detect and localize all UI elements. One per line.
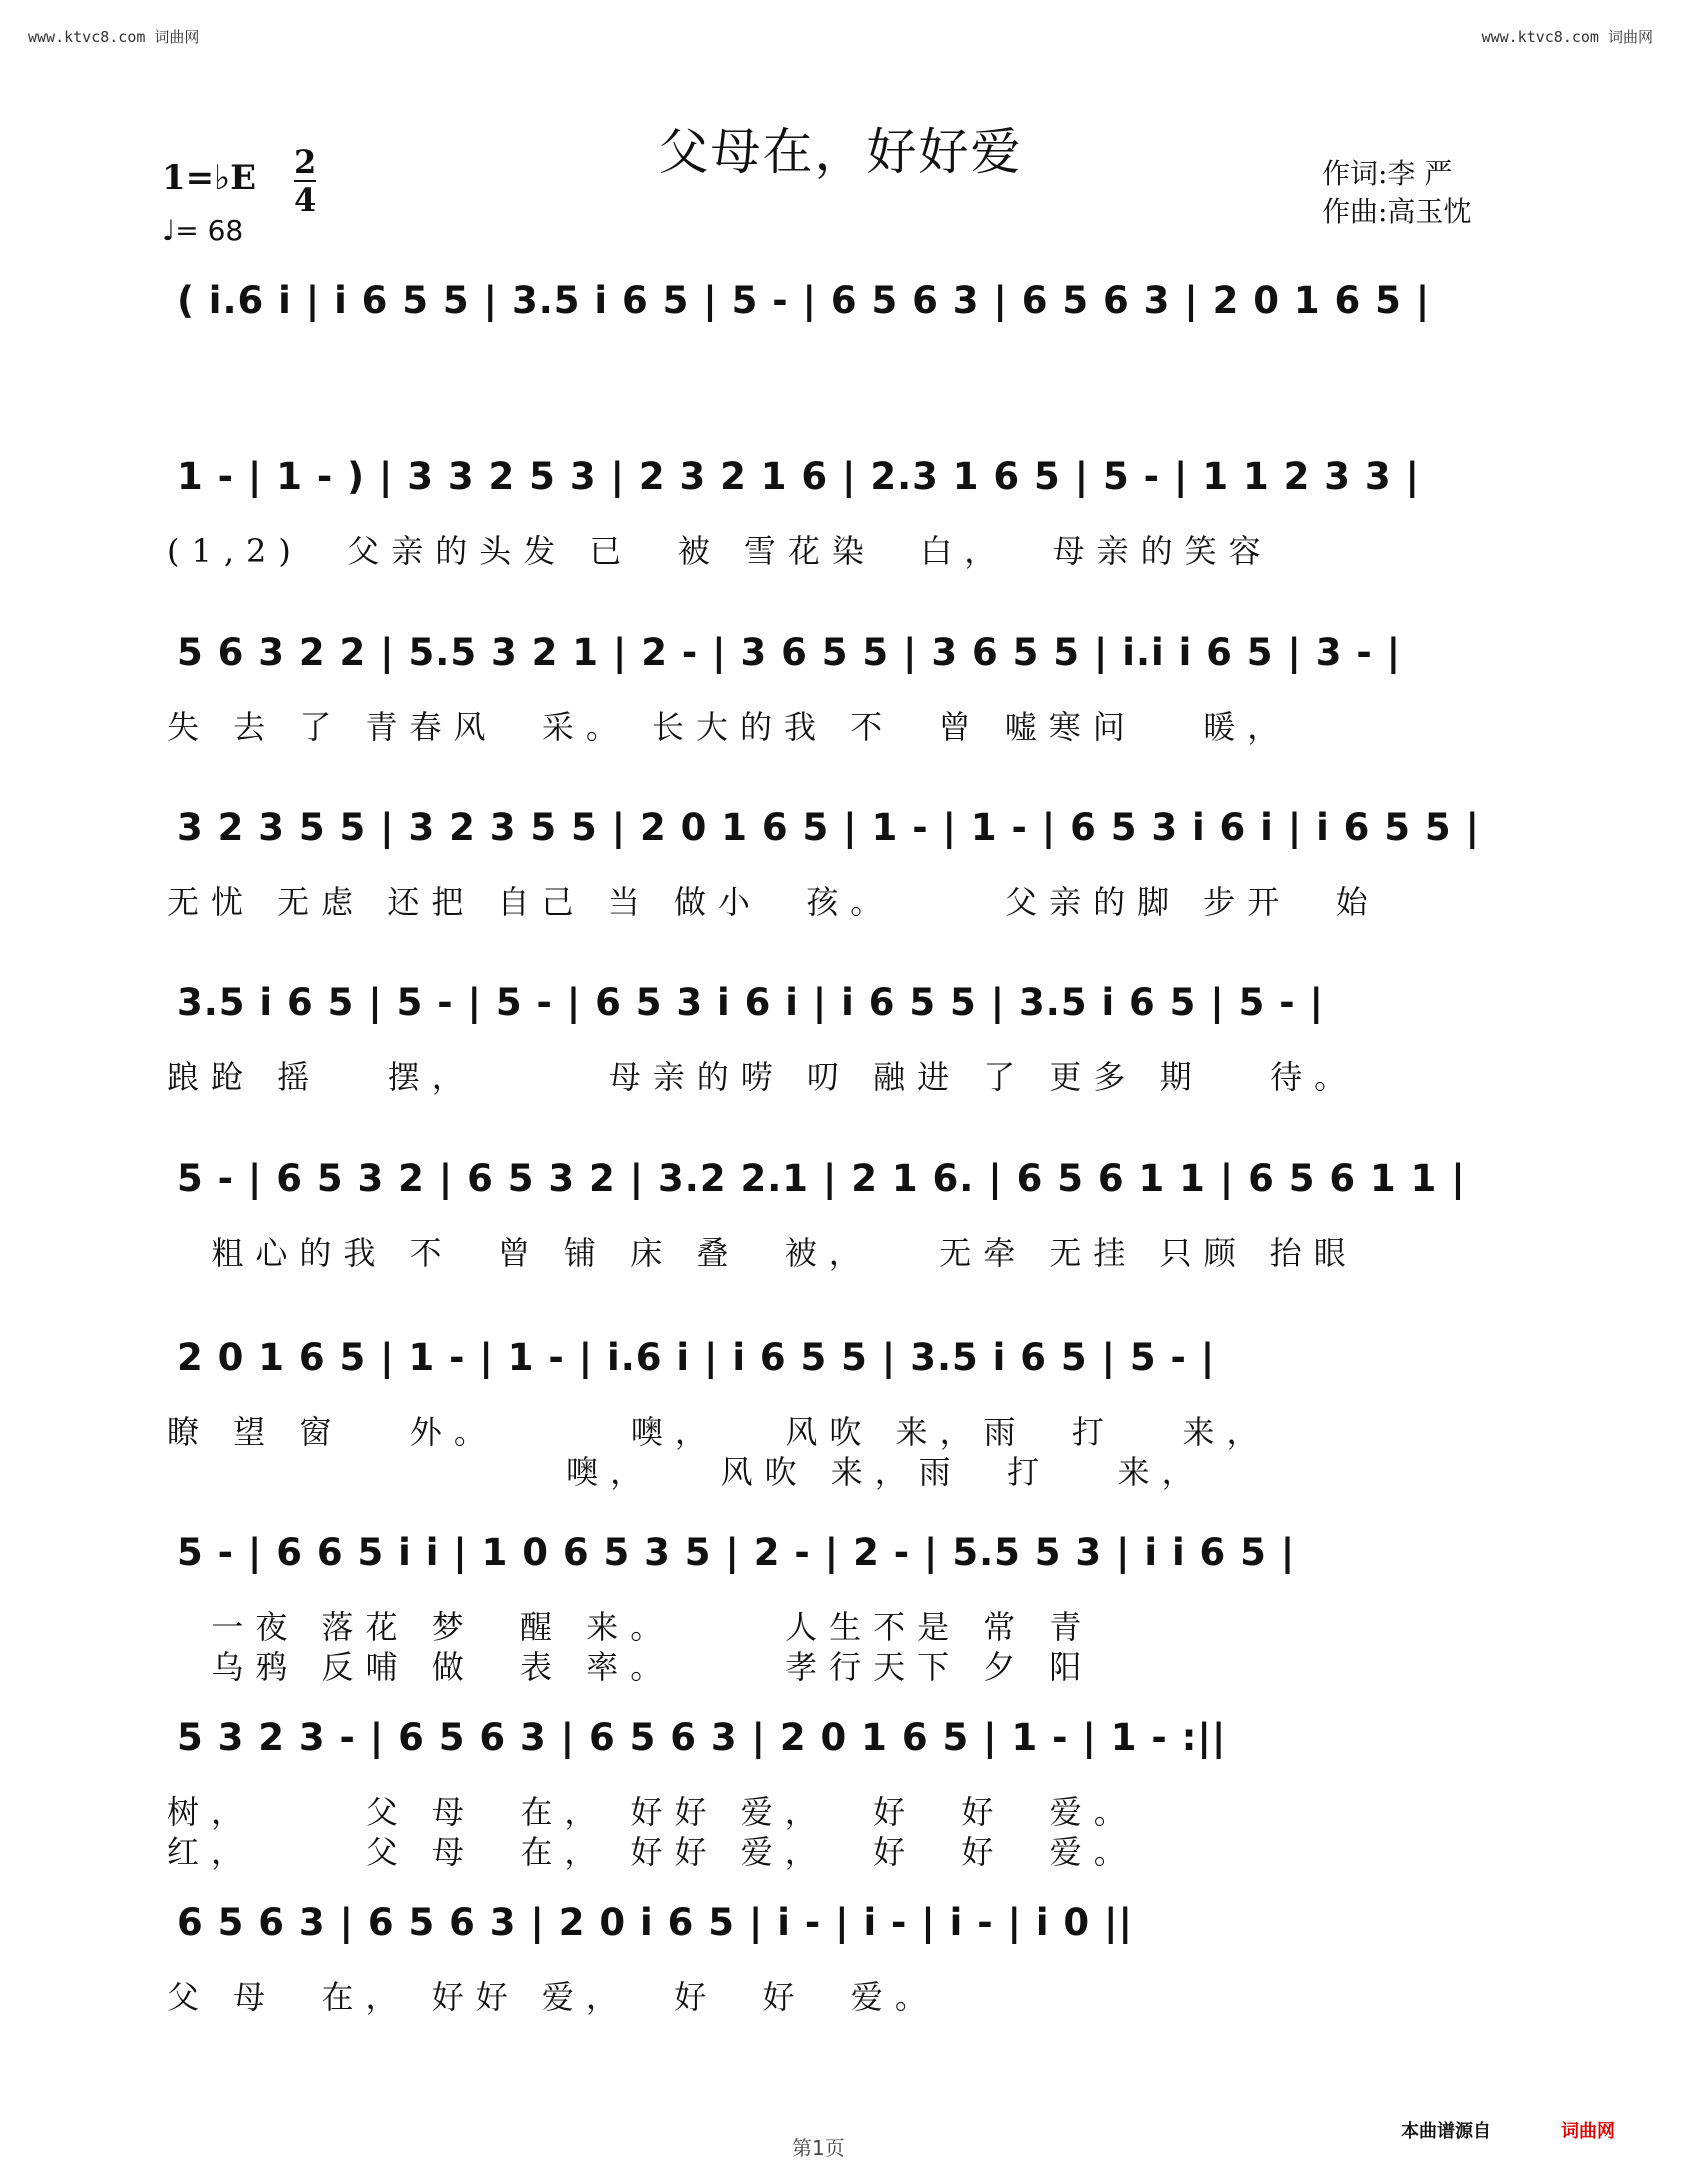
site-watermark-left: www.ktvc8.com 词曲网 bbox=[28, 28, 200, 46]
tempo-mark: ♩= 68 bbox=[162, 214, 244, 247]
song-title: 父母在，好好爱 bbox=[658, 123, 1023, 181]
time-signature bbox=[294, 143, 317, 219]
staff-row bbox=[167, 444, 1517, 570]
lyric-line: 踉跄 摇 摆， 母亲的唠 叨 融进 了 更多 期 待。 bbox=[167, 1058, 1359, 1096]
staff-row bbox=[167, 1146, 1517, 1272]
notation-line: 6 5 6 3 | 6 5 6 3 | 2 0 i 6 5 | i - | i - | i - | i 0 || bbox=[177, 1901, 1134, 1944]
notation-line: 1 - | 1 - ) | 3 3 2 5 3 | 2 3 2 1 6 | 2.3 1 6 5 | 5 - | 1 1 2 3 3 | bbox=[177, 455, 1420, 498]
page-number: 第1页 bbox=[792, 2136, 845, 2160]
notation-line: 5 6 3 2 2 | 5.5 3 2 1 | 2 - | 3 6 5 5 | 3 6 5 5 | i.i i 6 5 | 3 - | bbox=[177, 631, 1402, 674]
time-signature-top: 2 bbox=[294, 143, 317, 181]
notation-line: 5 - | 6 5 3 2 | 6 5 3 2 | 3.2 2.1 | 2 1 6. | 6 5 6 1 1 | 6 5 6 1 1 | bbox=[177, 1157, 1466, 1200]
lyric-line: 父 母 在， 好好 爱， 好 好 爱。 bbox=[167, 1978, 939, 2016]
lyric-line: 一夜 落花 梦 醒 来。 人生不是 常 青 bbox=[167, 1608, 1094, 1646]
notation-line: 5 - | 6 6 5 i i | 1 0 6 5 3 5 | 2 - | 2 - | 5.5 5 3 | i i 6 5 | bbox=[177, 1531, 1296, 1574]
composer-credit: 作曲:高玉忱 bbox=[1322, 195, 1472, 228]
left-margin-strip bbox=[0, 0, 23, 2161]
lyric-line: 树， 父 母 在， 好好 爱， 好 好 爱。 bbox=[167, 1793, 1138, 1831]
lyric-line: 无忧 无虑 还把 自己 当 做小 孩。 父亲的脚 步开 始 bbox=[167, 883, 1380, 921]
staff-row bbox=[167, 970, 1517, 1096]
lyric-line: 噢， 风吹 来，雨 打 来， bbox=[167, 1453, 1206, 1491]
notation-line: 3 2 3 5 5 | 3 2 3 5 5 | 2 0 1 6 5 | 1 - | 1 - | 6 5 3 i 6 i | i 6 5 5 | bbox=[177, 806, 1481, 849]
time-signature-bottom: 4 bbox=[294, 181, 317, 219]
lyricist-credit: 作词:李 严 bbox=[1322, 157, 1453, 190]
notation-line: ( i.6 i | i 6 5 5 | 3.5 i 6 5 | 5 - | 6 5 6 3 | 6 5 6 3 | 2 0 1 6 5 | bbox=[177, 279, 1431, 322]
lyric-line: 瞭 望 窗 外。 噢， 风吹 来，雨 打 来， bbox=[167, 1413, 1271, 1451]
staff-row bbox=[167, 1520, 1517, 1686]
notation-line: 2 0 1 6 5 | 1 - | 1 - | i.6 i | i 6 5 5 | 3.5 i 6 5 | 5 - | bbox=[177, 1336, 1216, 1379]
right-margin-strip bbox=[1658, 0, 1681, 2161]
notation-line: 5 3 2 3 - | 6 5 6 3 | 6 5 6 3 | 2 0 1 6 5 | 1 - | 1 - :|| bbox=[177, 1716, 1227, 1759]
key-signature: 1=♭E bbox=[162, 158, 257, 198]
staff-row bbox=[167, 620, 1517, 746]
score-sheet bbox=[22, 0, 1659, 2161]
lyric-line: (1,2) 父亲的头发 已 被 雪花染 白， 母亲的笑容 bbox=[167, 532, 1273, 570]
lyric-line: 乌鸦 反哺 做 表 率。 孝行天下 夕 阳 bbox=[167, 1648, 1094, 1686]
footer-source: 本曲谱源自 bbox=[1401, 2121, 1491, 2142]
lyric-line: 失 去 了 青春风 采。 长大的我 不 曾 嘘寒问 暖， bbox=[167, 708, 1292, 746]
footer-brand: 词曲网 bbox=[1561, 2121, 1615, 2142]
staff-row bbox=[167, 1325, 1517, 1491]
lyric-line: 红， 父 母 在， 好好 爱， 好 好 爱。 bbox=[167, 1833, 1138, 1871]
lyric-line: 粗心的我 不 曾 铺 床 叠 被， 无牵 无挂 只顾 抬眼 bbox=[167, 1234, 1358, 1272]
site-watermark-right: www.ktvc8.com 词曲网 bbox=[1481, 28, 1653, 46]
staff-row bbox=[167, 795, 1517, 921]
notation-line: 3.5 i 6 5 | 5 - | 5 - | 6 5 3 i 6 i | i 6 5 5 | 3.5 i 6 5 | 5 - | bbox=[177, 981, 1325, 1024]
staff-row bbox=[177, 268, 1517, 334]
staff-row bbox=[167, 1705, 1517, 1871]
staff-row bbox=[167, 1890, 1517, 2016]
